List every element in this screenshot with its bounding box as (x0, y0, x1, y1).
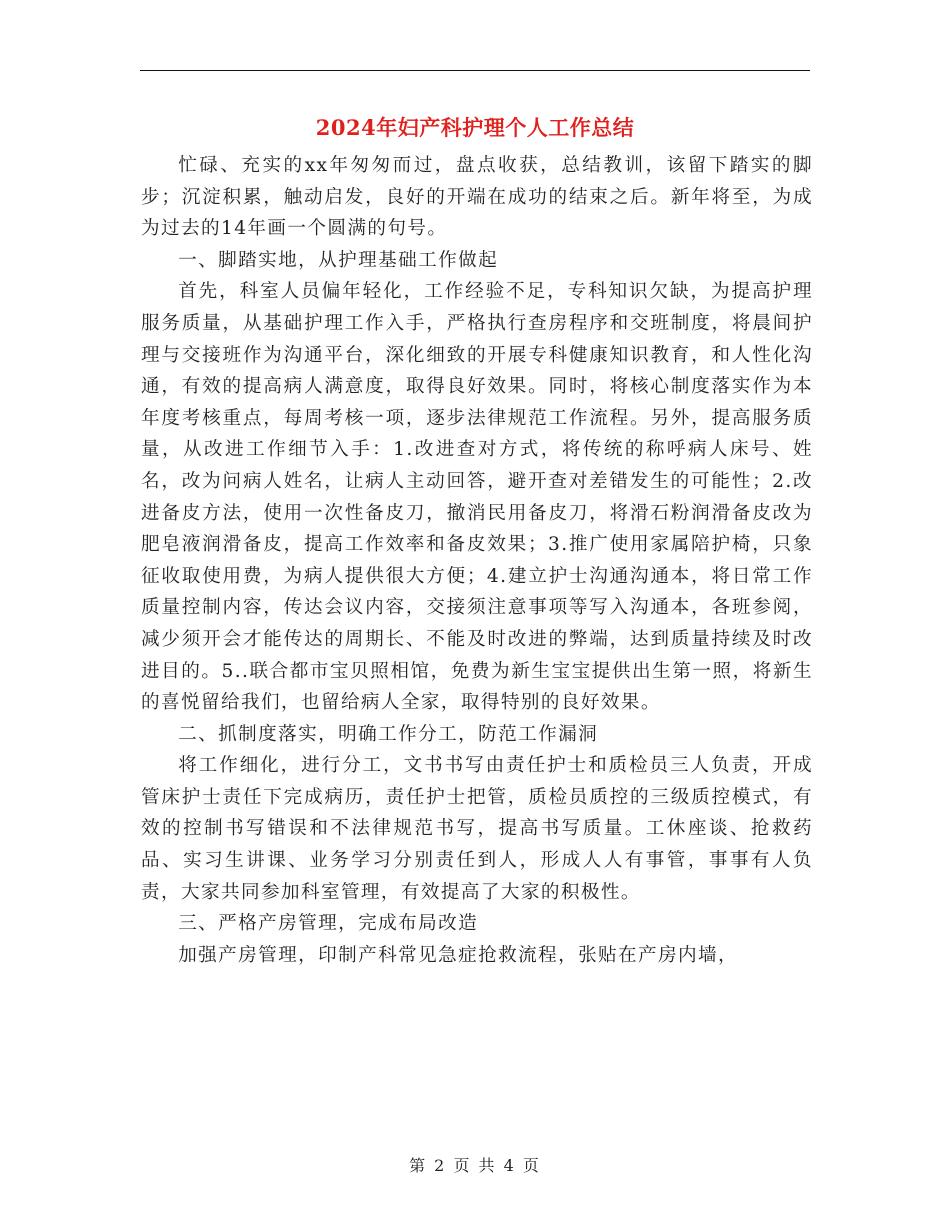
document-body (141, 150, 813, 971)
section-1-body: 首先，科室人员偏年轻化，工作经验不足，专科知识欠缺，为提高护理服务质量，从基础护理工作入手，严格执行查房程序和交班制度，将晨间护理与交接班作为沟通平台，深化细致的开展专科健康知识教育，和人性化沟通，有效的提高病人满意度，取得良好效果。同时，将核心制度落实作为本年度考核重点，每周考核一项，逐步法律规范工作流程。另外，提高服务质量，从改进工作细节入手：1.改进查对方式，将传统的称呼病人床号、姓名，改为问病人姓名，让病人主动回答，避开查对差错发生的可能性；2.改进备皮方法，使用一次性备皮刀，撤消民用备皮刀，将滑石粉润滑备皮改为肥皂液润滑备皮，提高工作效率和备皮效果；3.推广使用家属陪护椅，只象征收取使用费，为病人提供很大方便；4.建立护士沟通沟通本，将日常工作质量控制内容，传达会议内容，交接须注意事项等写入沟通本，各班参阅，减少须开会才能传达的周期长、不能及时改进的弊端，达到质量持续及时改进目的。5..联合都市宝贝照相馆，免费为新生宝宝提供出生第一照，将新生的喜悦留给我们，也留给病人全家，取得特别的良好效果。 (141, 281, 813, 714)
section-3-body: 加强产房管理，印制产科常见急症抢救流程，张贴在产房内墙， (178, 944, 739, 966)
document-title: 2024年妇产科护理个人工作总结 (315, 115, 635, 140)
header-rule (140, 70, 810, 71)
page-number: 第 2 页 共 4 页 (409, 1156, 541, 1175)
intro-paragraph: 忙碌、充实的xx年匆匆而过，盘点收获，总结教训，该留下踏实的脚步；沉淀积累，触动启发，良好的开端在成功的结束之后。新年将至，为成为过去的14年画一个圆满的句号。 (141, 155, 813, 240)
section-3-heading: 三、严格产房管理，完成布局改造 (178, 913, 479, 935)
section-2-body: 将工作细化，进行分工，文书书写由责任护士和质检员三人负责，开成管床护士责任下完成病历，责任护士把管，质检员质控的三级质控模式，有效的控制书写错误和不法律规范书写，提高书写质量。工休座谈、抢救药品、实习生讲课、业务学习分别责任到人，形成人人有事管，事事有人负责，大家共同参加科室管理，有效提高了大家的积极性。 (141, 755, 813, 903)
section-1-heading: 一、脚踏实地，从护理基础工作做起 (178, 249, 499, 271)
section-2-heading: 二、抓制度落实，明确工作分工，防范工作漏洞 (178, 723, 599, 745)
